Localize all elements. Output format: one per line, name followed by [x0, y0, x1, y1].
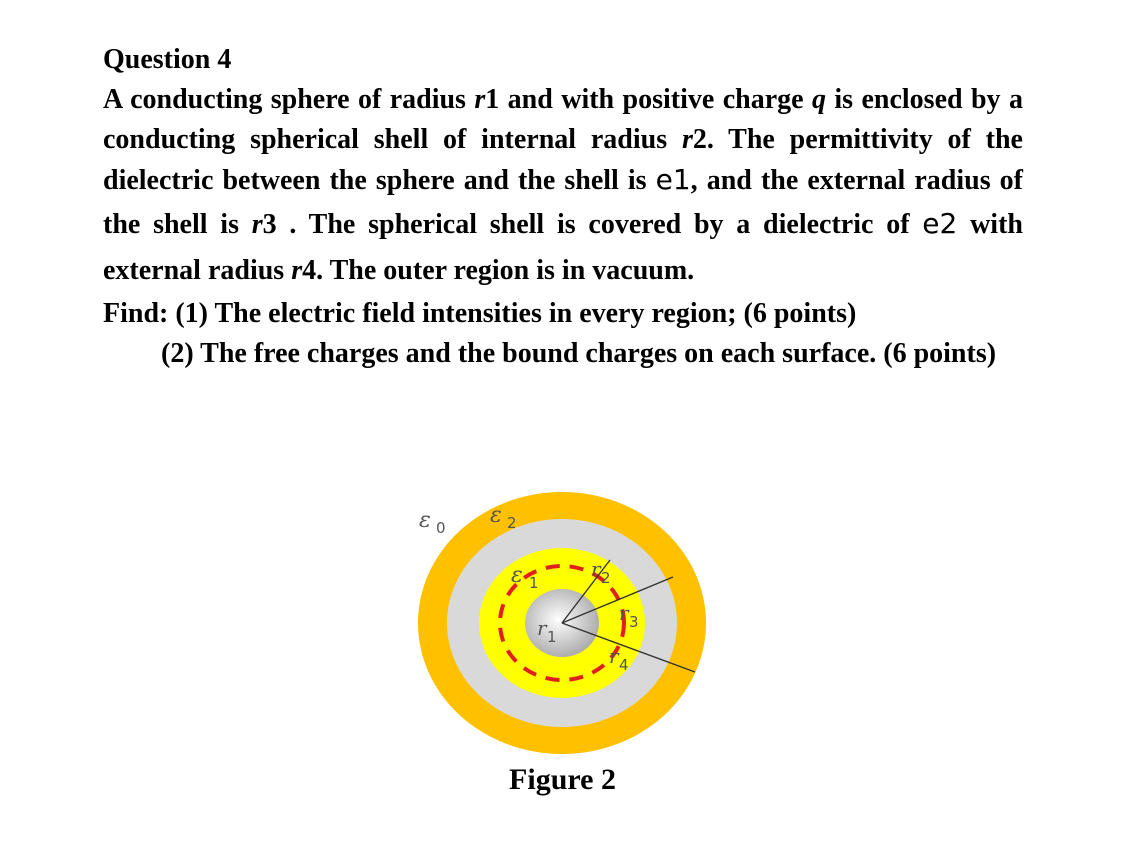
- label-r1: r: [537, 616, 547, 640]
- label-eps1: ε: [511, 563, 523, 588]
- find-part-2: (2) The free charges and the bound charges on each surface. (6 points): [161, 338, 997, 369]
- question-title: Question 4: [103, 44, 232, 75]
- label-r3-sub: 3: [629, 613, 639, 631]
- statement-var-r: r: [474, 84, 486, 115]
- statement-eps2: e2: [922, 207, 958, 240]
- statement-var-r: r: [291, 255, 303, 286]
- figure-2: [405, 490, 715, 760]
- statement-text: 3 . The spherical shell is covered by a dielectric of: [262, 209, 923, 240]
- label-eps2-sub: 2: [507, 514, 517, 532]
- statement-text: is enclosed by a conducting spherical shell of internal radius: [103, 84, 1023, 155]
- find-part-1: Find: (1) The electric field intensities in every region; (6 points): [103, 298, 857, 329]
- concentric-spheres-diagram: [405, 490, 715, 760]
- statement-text: 2. The permittivity of the dielectric between the sphere and the shell is: [103, 124, 1023, 196]
- statement-text: A conducting sphere of radius: [103, 84, 475, 115]
- statement-var-r: r: [251, 209, 263, 240]
- label-r1-sub: 1: [547, 628, 557, 646]
- label-r2: r: [591, 557, 601, 581]
- statement-var-r: r: [681, 124, 693, 155]
- statement-text: 1 and with positive charge: [485, 84, 812, 115]
- statement-text: , and the external radius of the shell is: [103, 165, 1024, 240]
- question-statement: [103, 80, 1023, 294]
- statement-eps1: e1: [655, 163, 691, 196]
- label-eps0-sub: 0: [436, 519, 446, 537]
- label-r2-sub: 2: [601, 569, 611, 587]
- statement-var-q: q: [811, 84, 826, 115]
- statement-text: with external radius: [103, 209, 1023, 286]
- figure-caption: Figure 2: [509, 763, 616, 796]
- label-eps1-sub: 1: [529, 574, 539, 592]
- statement-text: 4. The outer region is in vacuum.: [302, 255, 695, 286]
- label-r4-sub: 4: [619, 656, 629, 674]
- label-r4: r: [609, 644, 619, 668]
- question-block: [103, 40, 1023, 374]
- label-eps2: ε: [490, 503, 502, 528]
- label-r3: r: [619, 601, 629, 625]
- label-eps0: ε: [419, 508, 431, 533]
